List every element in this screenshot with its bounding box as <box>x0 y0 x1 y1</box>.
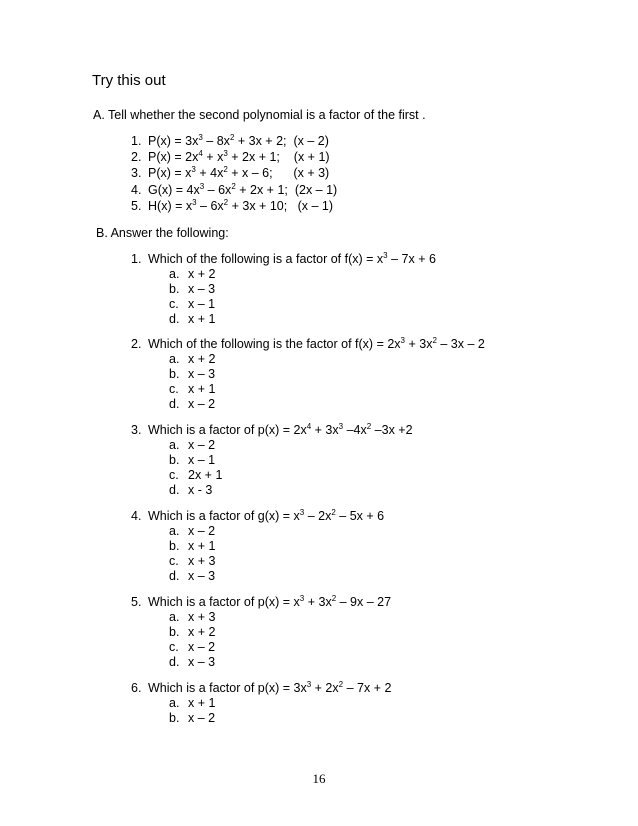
option-letter: b. <box>169 281 180 296</box>
question-text: Which is a factor of $p(x) = x^3 + 3x^2 - 9x - 27$ <box>148 594 392 609</box>
item-polynomial: $P(x) = 2x^4 + x^3 + 2x + 1$; (x + 1) <box>148 149 330 165</box>
option-letter: d. <box>169 396 180 411</box>
option-text: x + 1 <box>188 381 216 396</box>
question-text: Which is a factor of $g(x) = x^3 - 2x^2 - 5x + 6$ <box>148 508 385 523</box>
question-number: 2. <box>131 337 142 351</box>
option-letter: c. <box>169 467 179 482</box>
item-number: 2. <box>131 150 142 165</box>
option-letter: a. <box>169 610 180 624</box>
option-letter: a. <box>169 352 180 366</box>
option-text: x – 3 <box>188 654 216 669</box>
option-text: x + 3 <box>188 553 216 568</box>
option-letter: c. <box>169 381 179 396</box>
option-text: x – 2 <box>188 524 216 538</box>
item-polynomial: $P(x) = 3x^3 - 8x^2 + 3x + 2$; (x – 2) <box>148 133 329 148</box>
option-text: x + 2 <box>188 267 216 281</box>
question-text: Which is a factor of $p(x) = 3x^3 + 2x^2 - 7x + 2$ <box>148 680 392 695</box>
option-text: x – 3 <box>188 366 216 381</box>
option-text: x - 3 <box>188 482 213 497</box>
option-text: x – 1 <box>188 452 216 467</box>
page-title: Try this out <box>92 72 166 89</box>
option-letter: c. <box>169 639 179 654</box>
item-number: 3. <box>131 166 142 181</box>
option-letter: d. <box>169 568 180 583</box>
question-text: Which of the following is a factor of $f(x) = x^3 - 7x + 6$ <box>148 251 436 266</box>
item-number: 1. <box>131 134 142 148</box>
option-text: x – 2 <box>188 396 216 411</box>
option-letter: a. <box>169 267 180 281</box>
page-number: 16 <box>312 771 326 786</box>
option-text: 2x + 1 <box>188 467 223 482</box>
option-text: x + 1 <box>188 311 216 326</box>
question-number: 1. <box>131 252 142 266</box>
option-letter: d. <box>169 311 180 326</box>
question-number: 4. <box>131 509 142 523</box>
option-text: x + 2 <box>188 352 216 366</box>
option-text: x – 2 <box>188 438 216 452</box>
option-letter: d. <box>169 654 180 669</box>
item-polynomial: $H(x) = x^3 - 6x^2 + 3x + 10$; (x – 1) <box>148 197 334 213</box>
option-letter: b. <box>169 366 180 381</box>
option-text: x – 2 <box>188 710 216 725</box>
option-text: x – 1 <box>188 296 216 311</box>
option-letter: b. <box>169 538 180 553</box>
option-text: x + 2 <box>188 624 216 639</box>
option-letter: b. <box>169 452 180 467</box>
option-letter: a. <box>169 438 180 452</box>
option-letter: d. <box>169 482 180 497</box>
option-letter: c. <box>169 553 179 568</box>
item-polynomial: $G(x) = 4x^3 - 6x^2 + 2x + 1$; (2x – 1) <box>148 181 338 197</box>
item-number: 5. <box>131 198 142 213</box>
option-text: x – 2 <box>188 639 216 654</box>
option-text: x – 3 <box>188 281 216 296</box>
item-number: 4. <box>131 182 142 197</box>
option-letter: b. <box>169 624 180 639</box>
question-text: Which is a factor of $p(x) = 2x^4 + 3x^3$ $-4x^2$ –3x +2 <box>148 422 413 437</box>
section-b-heading: B. Answer the following: <box>96 226 229 240</box>
section-a-heading: A. Tell whether the second polynomial is a factor of the first . <box>93 108 426 122</box>
question-number: 3. <box>131 423 142 437</box>
question-number: 6. <box>131 681 142 695</box>
option-letter: a. <box>169 524 180 538</box>
option-letter: a. <box>169 696 180 710</box>
option-letter: b. <box>169 710 180 725</box>
option-letter: c. <box>169 296 179 311</box>
option-text: x + 1 <box>188 538 216 553</box>
question-number: 5. <box>131 595 142 609</box>
option-text: x + 1 <box>188 696 216 710</box>
option-text: x – 3 <box>188 568 216 583</box>
item-polynomial: $P(x) = x^3 + 4x^2 + x - 6$; (x + 3) <box>148 165 330 181</box>
option-text: x + 3 <box>188 610 216 624</box>
question-text: Which of the following is the factor of $f(x) = 2x^3 + 3x^2 - 3x - 2$ <box>148 336 485 351</box>
